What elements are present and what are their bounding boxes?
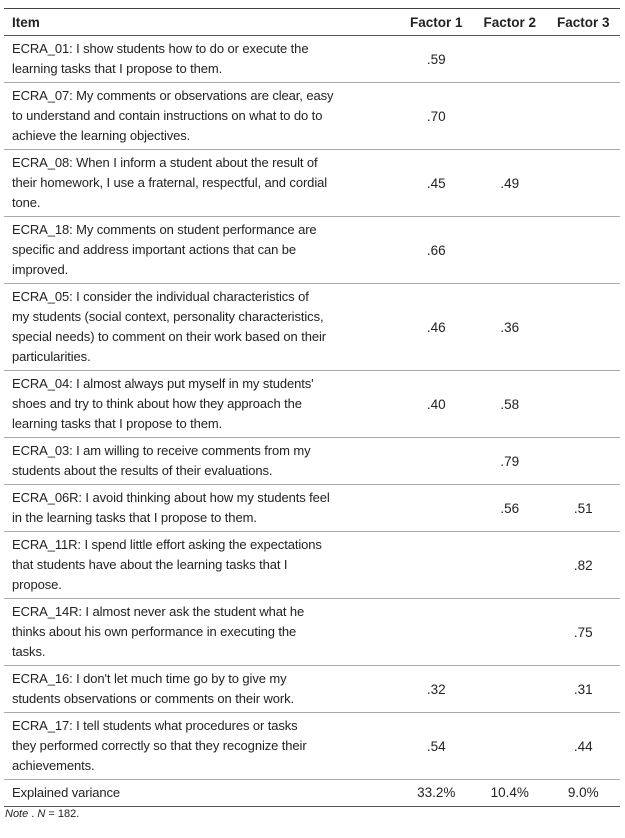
factor-2-loading [473, 666, 547, 713]
factor-3-loading [546, 83, 620, 150]
factor-3-loading [546, 371, 620, 438]
item-text: ECRA_17: I tell students what procedures or tasks they performed correctly so that they recognize their achievements. [4, 713, 399, 780]
factor-2-loading: .56 [473, 485, 547, 532]
table-row [4, 83, 620, 150]
item-text: ECRA_03: I am willing to receive comments from my students about the results of their evaluations. [4, 438, 399, 485]
header-factor-1: Factor 1 [399, 9, 473, 36]
factor-2-loading [473, 83, 547, 150]
factor-1-loading: .59 [399, 36, 473, 83]
factor-2-loading [473, 599, 547, 666]
factor-2-loading: .49 [473, 150, 547, 217]
item-text: ECRA_06R: I avoid thinking about how my students feel in the learning tasks that I propose to them. [4, 485, 399, 532]
table-row [4, 713, 620, 780]
factor-1-loading [399, 532, 473, 599]
table-row [4, 150, 620, 217]
factor-3-loading [546, 438, 620, 485]
table-row [4, 666, 620, 713]
item-text: ECRA_08: When I inform a student about the result of their homework, I use a fraternal, respectful, and cordial tone. [4, 150, 399, 217]
factor-3-loading [546, 284, 620, 371]
factor-2-loading: .36 [473, 284, 547, 371]
factor-1-loading: .32 [399, 666, 473, 713]
header-row [4, 9, 620, 36]
table-row [4, 284, 620, 371]
factor-3-loading: .51 [546, 485, 620, 532]
item-text: ECRA_04: I almost always put myself in my students' shoes and try to think about how they approach the learning tasks that I propose to them. [4, 371, 399, 438]
factor-2-loading [473, 217, 547, 284]
table-row [4, 36, 620, 83]
note-sep: . [28, 808, 38, 820]
item-text: ECRA_01: I show students how to do or execute the learning tasks that I propose to them. [4, 36, 399, 83]
factor-1-loading: .54 [399, 713, 473, 780]
table-note [5, 808, 79, 820]
factor-1-loading [399, 599, 473, 666]
item-text: ECRA_14R: I almost never ask the student what he thinks about his own performance in executing the tasks. [4, 599, 399, 666]
factor-1-loading: .46 [399, 284, 473, 371]
variance-factor-2: 10.4% [473, 780, 547, 807]
variance-factor-1: 33.2% [399, 780, 473, 807]
factor-3-loading: .82 [546, 532, 620, 599]
factor-1-loading: .70 [399, 83, 473, 150]
factor-1-loading [399, 438, 473, 485]
factor-1-loading: .45 [399, 150, 473, 217]
variance-factor-3: 9.0% [546, 780, 620, 807]
header-item: Item [4, 9, 399, 36]
factor-2-loading [473, 36, 547, 83]
factor-2-loading [473, 532, 547, 599]
note-value: = 182. [45, 808, 80, 820]
factor-1-loading: .66 [399, 217, 473, 284]
factor-2-loading: .58 [473, 371, 547, 438]
factor-3-loading [546, 150, 620, 217]
factor-2-loading: .79 [473, 438, 547, 485]
table-row [4, 371, 620, 438]
item-text: ECRA_18: My comments on student performance are specific and address important actions that can be improved. [4, 217, 399, 284]
factor-3-loading: .75 [546, 599, 620, 666]
variance-label: Explained variance [4, 780, 399, 807]
header-factor-3: Factor 3 [546, 9, 620, 36]
factor-1-loading [399, 485, 473, 532]
item-text: ECRA_11R: I spend little effort asking the expectations that students have about the learning tasks that I propose. [4, 532, 399, 599]
item-text: ECRA_05: I consider the individual characteristics of my students (social context, personality characteristics, special needs) to comment on their work based on their particularities. [4, 284, 399, 371]
factor-3-loading [546, 217, 620, 284]
table-row [4, 599, 620, 666]
factor-3-loading: .31 [546, 666, 620, 713]
factor-2-loading [473, 713, 547, 780]
factor-3-loading [546, 36, 620, 83]
table-row [4, 438, 620, 485]
note-label: Note [5, 808, 29, 820]
explained-variance-row [4, 780, 620, 807]
note-n: N [37, 808, 46, 820]
header-factor-2: Factor 2 [473, 9, 547, 36]
table-row [4, 532, 620, 599]
factor-1-loading: .40 [399, 371, 473, 438]
table-row [4, 217, 620, 284]
factor-3-loading: .44 [546, 713, 620, 780]
item-text: ECRA_16: I don't let much time go by to give my students observations or comments on their work. [4, 666, 399, 713]
table-row [4, 485, 620, 532]
factor-loadings-table [4, 8, 620, 807]
item-text: ECRA_07: My comments or observations are clear, easy to understand and contain instructions on what to do to achieve the learning objectives. [4, 83, 399, 150]
